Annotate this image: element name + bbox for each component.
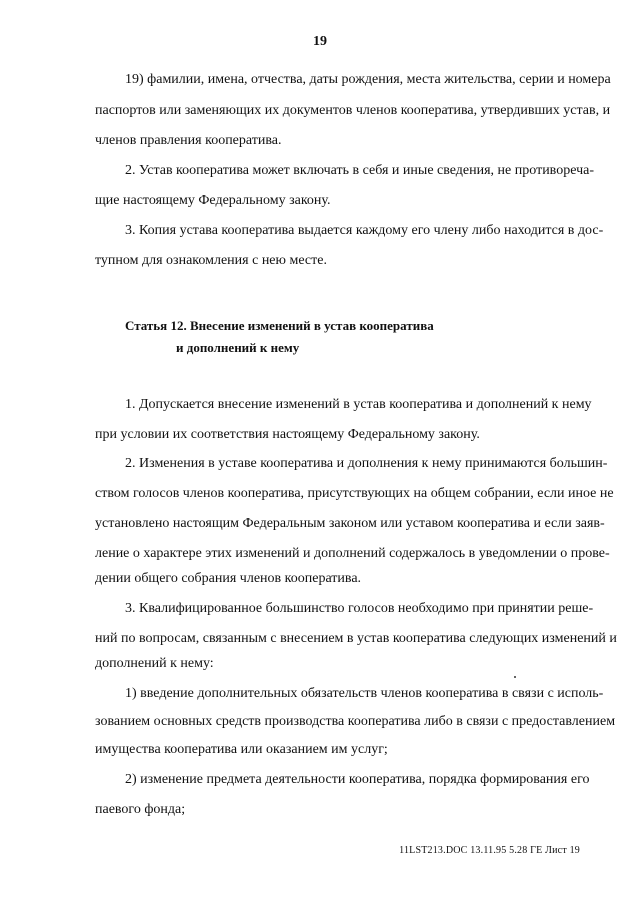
paragraph-line: при условии их соответствия настоящему Федеральному закону. <box>95 427 480 442</box>
paragraph-line: щие настоящему Федеральному закону. <box>95 193 331 208</box>
paragraph-line: паспортов или заменяющих их документов членов кооператива, утвердивших устав, и <box>95 103 611 118</box>
paragraph-line: 1) введение дополнительных обязательств членов кооператива в связи с исполь- <box>125 686 604 701</box>
paragraph-line: установлено настоящим Федеральным законом или уставом кооператива и если заяв- <box>95 516 605 531</box>
article-heading: Статья 12. Внесение изменений в устав кооператива <box>125 318 434 333</box>
paragraph-line: 2) изменение предмета деятельности кооператива, порядка формирования его <box>125 772 590 787</box>
paragraph-line: имущества кооператива или оказанием им услуг; <box>95 742 388 757</box>
paragraph-line: 2. Устав кооператива может включать в себя и иные сведения, не противореча- <box>125 163 594 178</box>
paragraph-line: ление о характере этих изменений и дополнений содержалось в уведомлении о прове- <box>95 546 610 561</box>
page-number: 19 <box>313 34 327 49</box>
paragraph-line: дополнений к нему: <box>95 656 214 671</box>
paragraph-line: ством голосов членов кооператива, присутствующих на общем собрании, если иное не <box>95 486 614 501</box>
paragraph-line: тупном для ознакомления с нею месте. <box>95 253 327 268</box>
article-heading-continuation: и дополнений к нему <box>176 340 300 355</box>
paragraph-line: 1. Допускается внесение изменений в устав кооператива и дополнений к нему <box>125 397 592 412</box>
paragraph-line: членов правления кооператива. <box>95 133 282 148</box>
scan-speck <box>514 676 516 678</box>
paragraph-line: 3. Квалифицированное большинство голосов необходимо при принятии реше- <box>125 601 594 616</box>
paragraph-line: 19) фамилии, имена, отчества, даты рождения, места жительства, серии и номера <box>125 72 611 87</box>
paragraph-line: зованием основных средств производства кооператива либо в связи с предоставлением <box>95 714 616 729</box>
paragraph-line: ний по вопросам, связанным с внесением в устав кооператива следующих изменений и <box>95 631 617 646</box>
paragraph-line: паевого фонда; <box>95 802 186 817</box>
paragraph-line: 3. Копия устава кооператива выдается каждому его члену либо находится в дос- <box>125 223 604 238</box>
paragraph-line: дении общего собрания членов кооператива. <box>95 571 362 586</box>
paragraph-line: 2. Изменения в уставе кооператива и дополнения к нему принимаются большин- <box>125 456 608 471</box>
document-footer: 11LST213.DOC 13.11.95 5.28 ГЕ Лист 19 <box>399 845 580 856</box>
